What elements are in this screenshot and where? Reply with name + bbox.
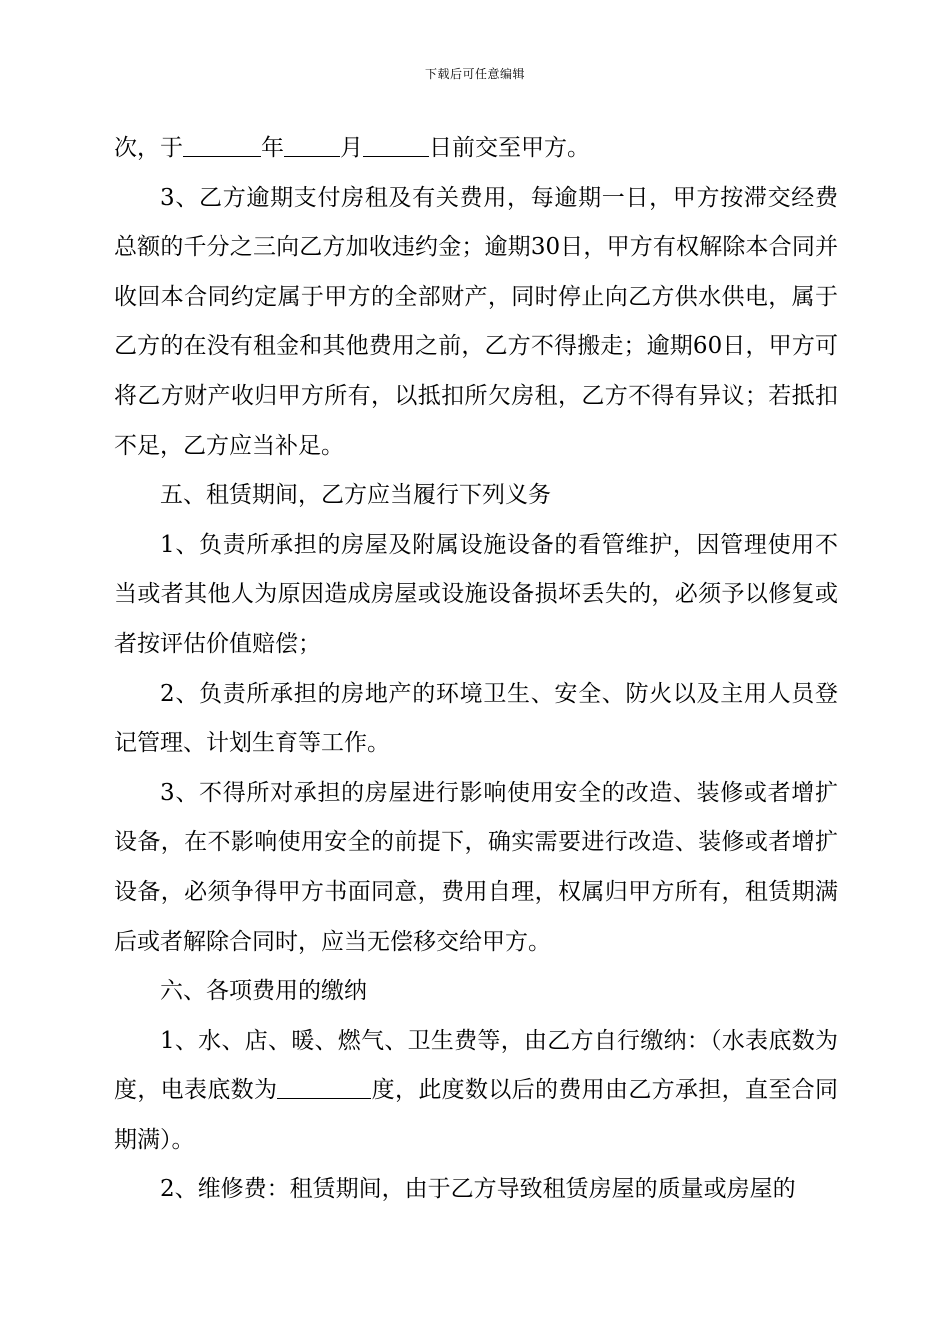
blank-line-month bbox=[284, 132, 340, 157]
text-segment: 年 bbox=[261, 135, 284, 161]
page-header: 下载后可任意编辑 bbox=[424, 67, 525, 81]
document-body bbox=[114, 124, 838, 1215]
blank-line-year bbox=[183, 132, 261, 157]
text-segment: 月 bbox=[340, 135, 363, 161]
text-segment: 次，于 bbox=[114, 135, 183, 161]
blank-line-day bbox=[363, 132, 429, 157]
text-segment: 度，此度数以后的费用由乙方承担，直至合同期满）。 bbox=[114, 1077, 839, 1153]
paragraph-obligation-2: 2、负责所承担的房地产的环境卫生、安全、防火以及主用人员登记管理、计划生育等工作。 bbox=[114, 680, 838, 757]
text-segment: 日前交至甲方。 bbox=[429, 135, 590, 161]
text-segment: 1、水、店、暖、燃气、卫生费等，由乙方自行缴纳：（水表底数为度，电表底数为 bbox=[114, 1027, 838, 1104]
blank-line-meter-reading bbox=[277, 1074, 371, 1099]
paragraph-late-payment: 3、乙方逾期支付房租及有关费用，每逾期一日，甲方按滞交经费总额的千分之三向乙方加收违约金；逾期30日，甲方有权解除本合同并收回本合同约定属于甲方的全部财产，同时停止向乙方供水供电，属于乙方的在没有租金和其他费用之前，乙方不得搬走；逾期60日，甲方可将乙方财产收归甲方所有，以抵扣所欠房租，乙方不得有异议；若抵扣不足，乙方应当补足。 bbox=[114, 184, 838, 459]
paragraph-fees-1 bbox=[114, 1017, 838, 1166]
paragraph-obligation-1: 1、负责所承担的房屋及附属设施设备的看管维护，因管理使用不当或者其他人为原因造成房屋或设施设备损坏丢失的，必须予以修复或者按评估价值赔偿； bbox=[114, 531, 838, 657]
paragraph-payment-deadline bbox=[114, 124, 838, 174]
section-heading-obligations: 五、租赁期间，乙方应当履行下列义务 bbox=[160, 482, 551, 509]
paragraph-obligation-3: 3、不得所对承担的房屋进行影响使用安全的改造、装修或者增扩设备，在不影响使用安全的前提下，确实需要进行改造、装修或者增扩设备，必须争得甲方书面同意，费用自理，权属归甲方所有，租赁期满后或者解除合同时，应当无偿移交给甲方。 bbox=[114, 779, 838, 955]
paragraph-fees-2: 2、维修费：租赁期间，由于乙方导致租赁房屋的质量或房屋的 bbox=[160, 1176, 796, 1203]
section-heading-fees: 六、各项费用的缴纳 bbox=[160, 978, 367, 1005]
